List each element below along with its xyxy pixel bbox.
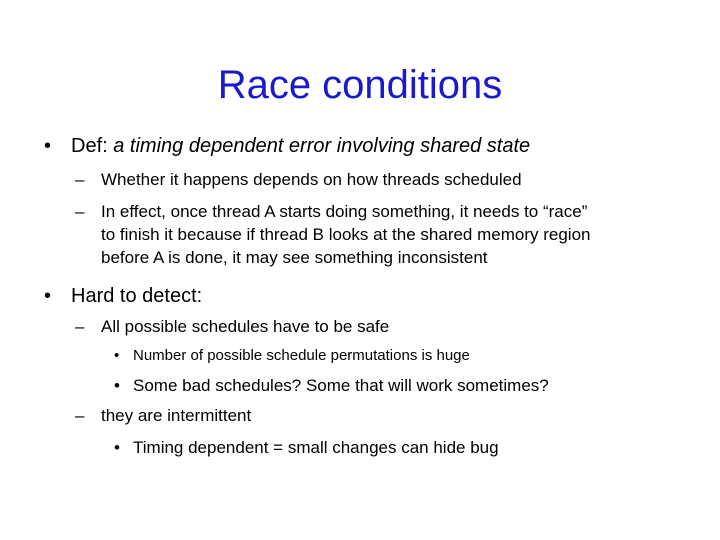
bullet-marker: • xyxy=(44,135,52,157)
sub-sub-bullet-permutations: Number of possible schedule permutations is huge xyxy=(133,347,470,364)
sub-bullet-race-line-3: before A is done, it may see something inconsistent xyxy=(101,248,488,267)
bullet-hard-to-detect: Hard to detect: xyxy=(71,285,203,307)
sub-bullet-scheduling: Whether it happens depends on how threads scheduled xyxy=(101,170,522,189)
dash-marker: – xyxy=(75,406,85,425)
definition-prefix: Def: xyxy=(71,135,114,157)
sub-sub-bullet-bad-schedules: Some bad schedules? Some that will work sometimes? xyxy=(133,376,549,395)
sub-bullet-race-line-2: to finish it because if thread B looks at the shared memory region xyxy=(101,225,591,244)
sub-bullet-schedules-safe: All possible schedules have to be safe xyxy=(101,317,390,336)
sub-sub-bullet-timing: Timing dependent = small changes can hide bug xyxy=(133,438,499,457)
definition-text: a timing dependent error involving shared state xyxy=(113,135,531,157)
slide-title: Race conditions xyxy=(217,63,503,107)
dash-marker: – xyxy=(75,170,85,189)
sub-bullet-race-line-1: In effect, once thread A starts doing something, it needs to “race” xyxy=(101,202,588,221)
bullet-definition xyxy=(71,134,530,158)
small-bullet-marker: • xyxy=(114,347,120,364)
dash-marker: – xyxy=(75,202,85,221)
small-bullet-marker: • xyxy=(114,376,120,395)
small-bullet-marker: • xyxy=(114,438,120,457)
dash-marker: – xyxy=(75,317,85,336)
bullet-marker: • xyxy=(44,285,52,307)
sub-bullet-intermittent: they are intermittent xyxy=(101,406,252,425)
